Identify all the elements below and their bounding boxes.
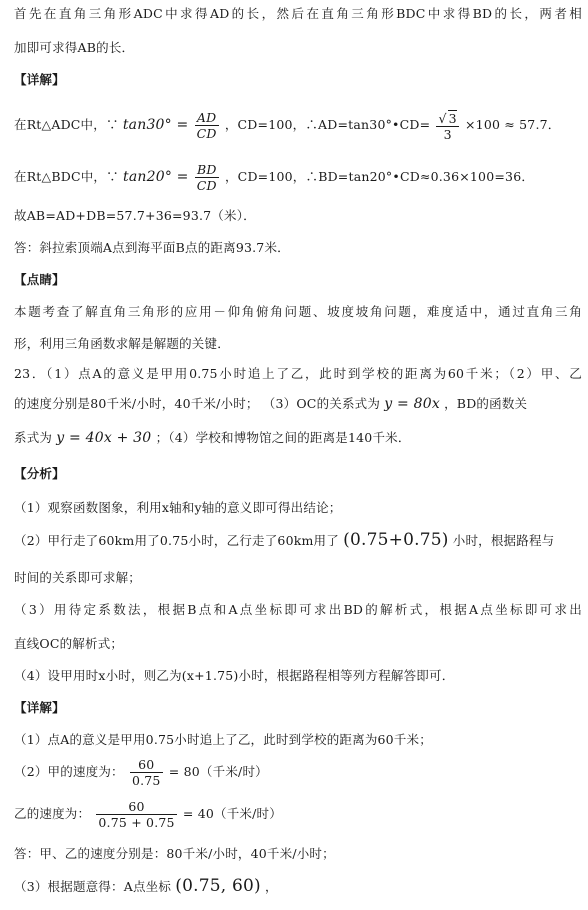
fraction-numerator: BD bbox=[195, 162, 219, 178]
text-line: 形，利用三角函数求解是解题的关键． bbox=[14, 336, 230, 351]
text-line: 故AB=AD+DB=57.7+36=93.7（米）． bbox=[14, 208, 256, 223]
formula-line bbox=[14, 798, 582, 830]
text-line: 加即可求得AB的长． bbox=[14, 40, 135, 55]
text-fragment: 系式为 bbox=[14, 430, 53, 445]
text-fragment: ×100 ≈ 57.7． bbox=[465, 117, 561, 132]
fraction bbox=[195, 110, 219, 141]
math-expression: (0.75, 60) bbox=[175, 876, 261, 896]
formula-line bbox=[14, 430, 582, 446]
text-line: 时间的关系即可求解； bbox=[14, 570, 142, 585]
formula-line bbox=[14, 532, 582, 549]
sqrt-icon: √ bbox=[438, 110, 447, 126]
text-fragment: 在Rt△BDC中，∵ bbox=[14, 169, 119, 184]
text-line: （3）用待定系数法，根据B点和A点坐标即可求出BD的解析式，根据A点坐标即可求出 bbox=[14, 602, 582, 617]
section-heading: 【详解】 bbox=[14, 72, 65, 87]
text-line: （4）设甲用时x小时，则乙为(x+1.75)小时，根据路程相等列方程解答即可． bbox=[14, 668, 455, 683]
text-line: 答：斜拉索顶端A点到海平面B点的距离93.7米． bbox=[14, 240, 290, 255]
text-fragment: ，CD=100，∴BD=tan20°•CD≈0.36×100=36． bbox=[224, 169, 535, 184]
math-tan: tan30° = bbox=[122, 117, 189, 133]
text-fragment: ，CD=100，∴AD=tan30°•CD= bbox=[224, 117, 431, 132]
text-fragment: 的速度分别是80千米/小时，40千米/小时； （3）OC的关系式为 bbox=[14, 396, 381, 411]
formula-line bbox=[14, 756, 582, 788]
math-tan: tan20° = bbox=[123, 169, 189, 185]
formula-line bbox=[14, 108, 582, 142]
fraction bbox=[96, 799, 176, 830]
fraction bbox=[436, 110, 458, 142]
text-line: （1）观察函数图象，利用x轴和y轴的意义即可得出结论； bbox=[14, 500, 342, 515]
section-heading: 【详解】 bbox=[14, 700, 65, 715]
fraction-denominator: 0.75 bbox=[131, 773, 161, 788]
math-expression: y = 80x bbox=[384, 396, 440, 412]
fraction bbox=[195, 162, 219, 193]
math-expression: y = 40x + 30 bbox=[56, 430, 152, 446]
fraction-denominator: 0.75 + 0.75 bbox=[98, 815, 175, 830]
text-line: 本题考查了解直角三角形的应用－仰角俯角问题、坡度坡角问题，难度适中，通过直角三角 bbox=[14, 304, 582, 319]
fraction-numerator: 60 bbox=[96, 799, 176, 815]
formula-line bbox=[14, 160, 582, 194]
math-expression: (0.75+0.75) bbox=[343, 530, 449, 550]
fraction-denominator: CD bbox=[196, 178, 217, 193]
text-fragment: （3）根据题意得：A点坐标 bbox=[14, 879, 172, 894]
text-fragment: = 80（千米/时） bbox=[168, 764, 268, 779]
text-line: 首先在直角三角形ADC中求得AD的长，然后在直角三角形BDC中求得BD的长，两者相 bbox=[14, 6, 582, 21]
fraction bbox=[130, 757, 163, 788]
fraction-numerator: AD bbox=[195, 110, 219, 126]
text-fragment: ， bbox=[265, 879, 278, 894]
text-fragment: （2）甲行走了60km用了0.75小时，乙行走了60km用了 bbox=[14, 533, 339, 548]
text-fragment: ，BD的函数关 bbox=[444, 396, 528, 411]
section-heading: 【点睛】 bbox=[14, 272, 65, 287]
text-fragment: 乙的速度为： bbox=[14, 806, 91, 821]
text-fragment: （2）甲的速度为： bbox=[14, 764, 124, 779]
formula-line bbox=[14, 878, 582, 895]
text-fragment: 在Rt△ADC中，∵ bbox=[14, 117, 119, 132]
text-fragment: 小时，根据路程与 bbox=[452, 533, 555, 548]
text-line: 23．（1）点A的意义是甲用0.75小时追上了乙，此时到学校的距离为60千米；（2）甲、乙 bbox=[14, 366, 582, 381]
text-fragment: = 40（千米/时） bbox=[182, 806, 282, 821]
text-line: （1）点A的意义是甲用0.75小时追上了乙，此时到学校的距离为60千米； bbox=[14, 732, 432, 747]
section-heading: 【分析】 bbox=[14, 466, 65, 481]
fraction-denominator: 3 bbox=[443, 126, 452, 142]
sqrt-radicand: 3 bbox=[448, 110, 457, 126]
formula-line bbox=[14, 396, 582, 412]
text-fragment: ；（4）学校和博物馆之间的距离是140千米． bbox=[155, 430, 411, 445]
text-line: 直线OC的解析式； bbox=[14, 636, 124, 651]
fraction-numerator: 60 bbox=[130, 757, 163, 773]
fraction-denominator: CD bbox=[196, 126, 217, 141]
text-line: 答：甲、乙的速度分别是：80千米/小时，40千米/小时； bbox=[14, 846, 335, 861]
fraction-numerator bbox=[436, 110, 458, 127]
